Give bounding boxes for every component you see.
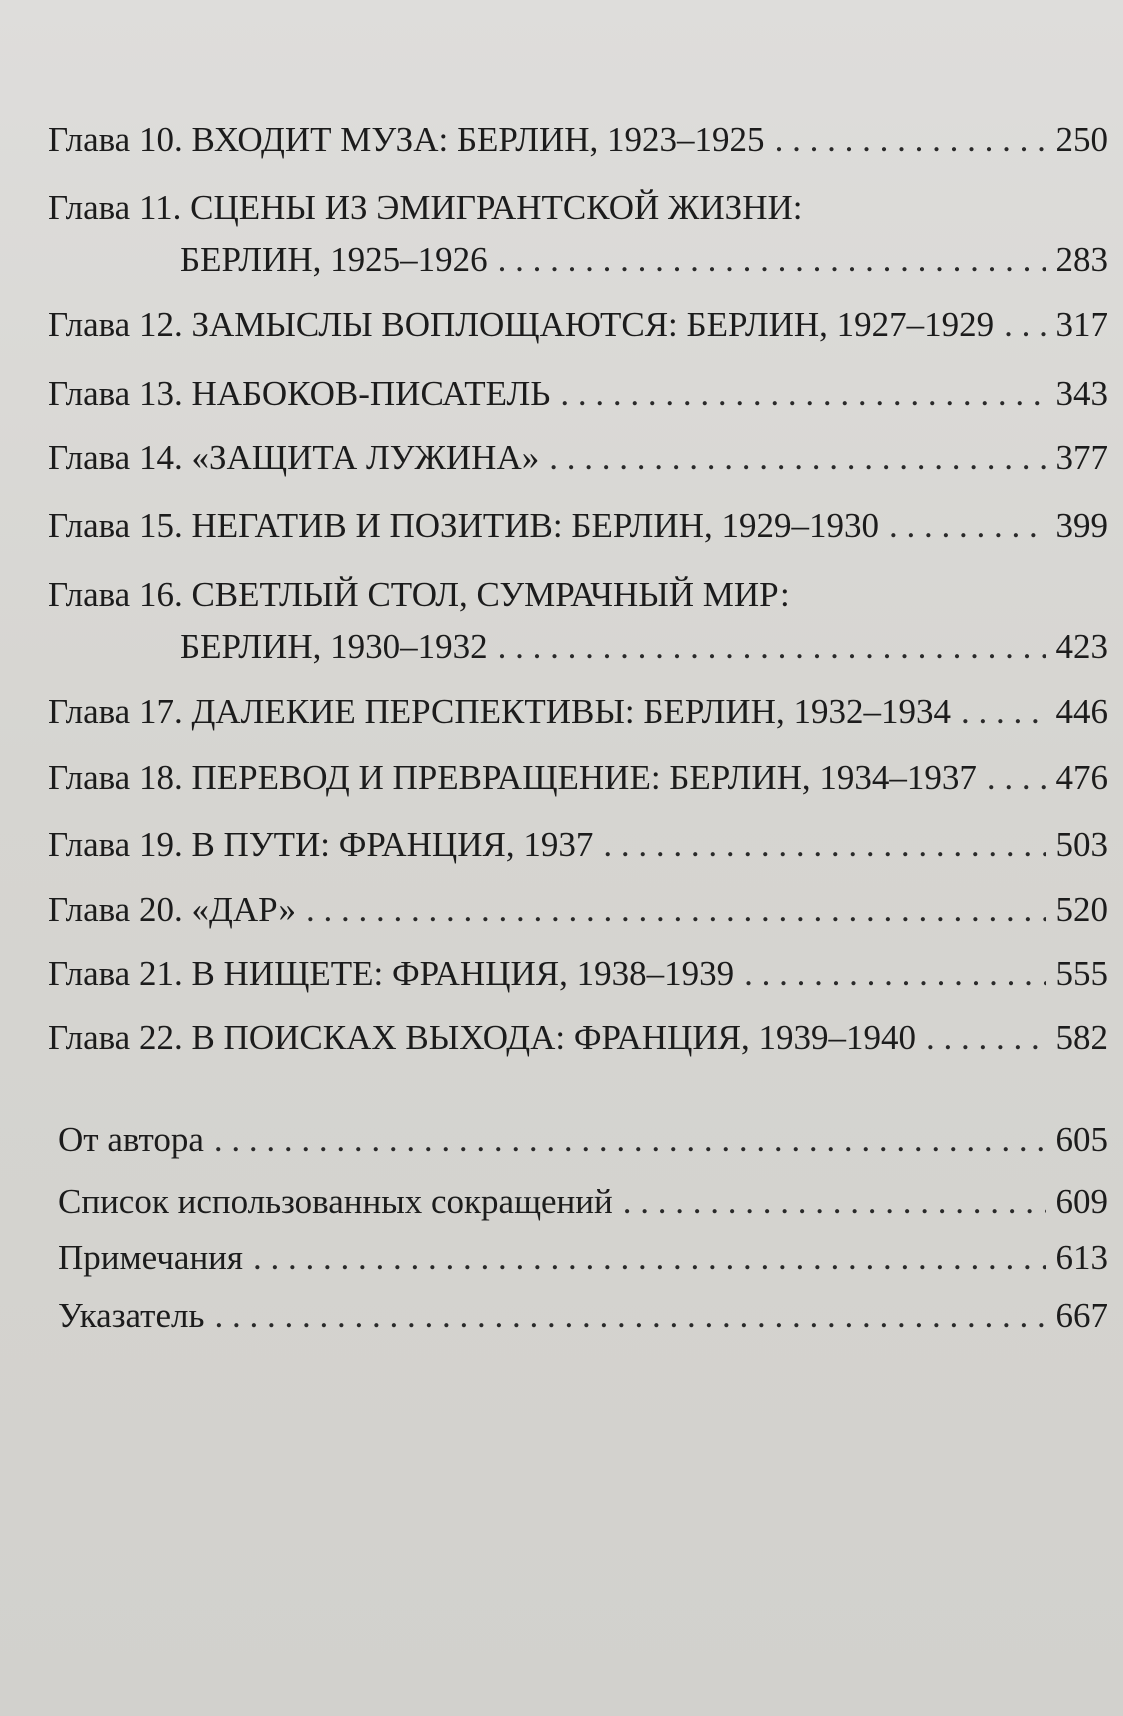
dot-leader (214, 1120, 1046, 1160)
chapter-title: Глава 21. В НИЩЕТЕ: ФРАНЦИЯ, 1938–1939 (48, 954, 735, 993)
toc-line (48, 954, 1108, 994)
toc-line (48, 890, 1108, 930)
page-number: 446 (1055, 692, 1108, 731)
page-number: 503 (1055, 825, 1108, 864)
toc-line (48, 506, 1108, 546)
dot-leader (926, 1018, 1046, 1058)
toc-entry-chapter-17 (48, 692, 1108, 732)
page-number: 317 (1055, 305, 1108, 344)
toc-line (48, 240, 1108, 280)
chapter-title: Глава 15. НЕГАТИВ И ПОЗИТИВ: БЕРЛИН, 1929–1930 (48, 506, 879, 545)
dot-leader (744, 954, 1045, 994)
toc-line (48, 825, 1108, 865)
chapter-title-line-1: Глава 16. СВЕТЛЫЙ СТОЛ, СУМРАЧНЫЙ МИР: (48, 575, 790, 614)
chapter-title: Глава 22. В ПОИСКАХ ВЫХОДА: ФРАНЦИЯ, 1939–1940 (48, 1018, 916, 1057)
dot-leader (987, 758, 1046, 798)
toc-line (48, 627, 1108, 667)
toc-entry-chapter-13 (48, 374, 1108, 414)
chapter-title: Глава 19. В ПУТИ: ФРАНЦИЯ, 1937 (48, 825, 594, 864)
page-number: 423 (1055, 627, 1108, 666)
page-number: 605 (1055, 1120, 1108, 1159)
toc-line (48, 120, 1108, 160)
dot-leader (1004, 305, 1045, 345)
toc-entry-author-note (48, 1120, 1108, 1160)
chapter-title: Глава 13. НАБОКОВ-ПИСАТЕЛЬ (48, 374, 551, 413)
toc-line (48, 374, 1108, 414)
toc-entry-chapter-20 (48, 890, 1108, 930)
dot-leader (623, 1182, 1046, 1222)
dot-leader (961, 692, 1046, 732)
toc-line (48, 1296, 1108, 1336)
dot-leader (603, 825, 1045, 865)
chapter-title-line-1: Глава 11. СЦЕНЫ ИЗ ЭМИГРАНТСКОЙ ЖИЗНИ: (48, 188, 803, 227)
dot-leader (889, 506, 1046, 546)
page-number: 520 (1055, 890, 1108, 929)
toc-line (48, 692, 1108, 732)
toc-entry-chapter-16 (48, 575, 1108, 667)
toc-line (48, 438, 1108, 478)
toc-entry-abbreviations (48, 1182, 1108, 1222)
toc-entry-chapter-11 (48, 188, 1108, 280)
page-number: 555 (1055, 954, 1108, 993)
page-number: 667 (1055, 1296, 1108, 1335)
page-number: 283 (1055, 240, 1108, 279)
chapter-title: Глава 12. ЗАМЫСЛЫ ВОПЛОЩАЮТСЯ: БЕРЛИН, 1927–1929 (48, 305, 995, 344)
toc-line (48, 305, 1108, 345)
chapter-title-line-2: БЕРЛИН, 1930–1932 (180, 627, 488, 666)
toc-entry-chapter-12 (48, 305, 1108, 345)
toc-entry-chapter-21 (48, 954, 1108, 994)
page-number: 399 (1055, 506, 1108, 545)
toc-entry-chapter-18 (48, 758, 1108, 798)
chapter-title: Глава 18. ПЕРЕВОД И ПРЕВРАЩЕНИЕ: БЕРЛИН, 1934–1937 (48, 758, 977, 797)
dot-leader (549, 438, 1045, 478)
toc-line (48, 1120, 1108, 1160)
dot-leader (560, 374, 1045, 414)
page-number: 476 (1055, 758, 1108, 797)
toc-line (48, 1238, 1108, 1278)
page-number: 613 (1055, 1238, 1108, 1277)
dot-leader (775, 120, 1046, 160)
page-number: 377 (1055, 438, 1108, 477)
toc-entry-chapter-22 (48, 1018, 1108, 1058)
chapter-title: Глава 14. «ЗАЩИТА ЛУЖИНА» (48, 438, 540, 477)
page-number: 609 (1055, 1182, 1108, 1221)
dot-leader (498, 627, 1046, 667)
chapter-title-line-2: БЕРЛИН, 1925–1926 (180, 240, 488, 279)
section-title: Примечания (58, 1238, 244, 1277)
toc-line (48, 1182, 1108, 1222)
section-title: Указатель (58, 1296, 205, 1335)
page-number: 582 (1055, 1018, 1108, 1057)
toc-entry-chapter-10 (48, 120, 1108, 160)
toc-entry-notes (48, 1238, 1108, 1278)
toc-line (48, 758, 1108, 798)
chapter-title: Глава 10. ВХОДИТ МУЗА: БЕРЛИН, 1923–1925 (48, 120, 765, 159)
toc-entry-chapter-14 (48, 438, 1108, 478)
section-title: От автора (58, 1120, 204, 1159)
page-number: 343 (1055, 374, 1108, 413)
toc-entry-index (48, 1296, 1108, 1336)
dot-leader (306, 890, 1046, 930)
toc-line (48, 1018, 1108, 1058)
page-number: 250 (1055, 120, 1108, 159)
chapter-title: Глава 20. «ДАР» (48, 890, 296, 929)
chapter-title: Глава 17. ДАЛЕКИЕ ПЕРСПЕКТИВЫ: БЕРЛИН, 1932–1934 (48, 692, 951, 731)
toc-entry-chapter-19 (48, 825, 1108, 865)
dot-leader (498, 240, 1046, 280)
toc-entry-chapter-15 (48, 506, 1108, 546)
dot-leader (253, 1238, 1045, 1278)
section-title: Список использованных сокращений (58, 1182, 613, 1221)
dot-leader (214, 1296, 1045, 1336)
